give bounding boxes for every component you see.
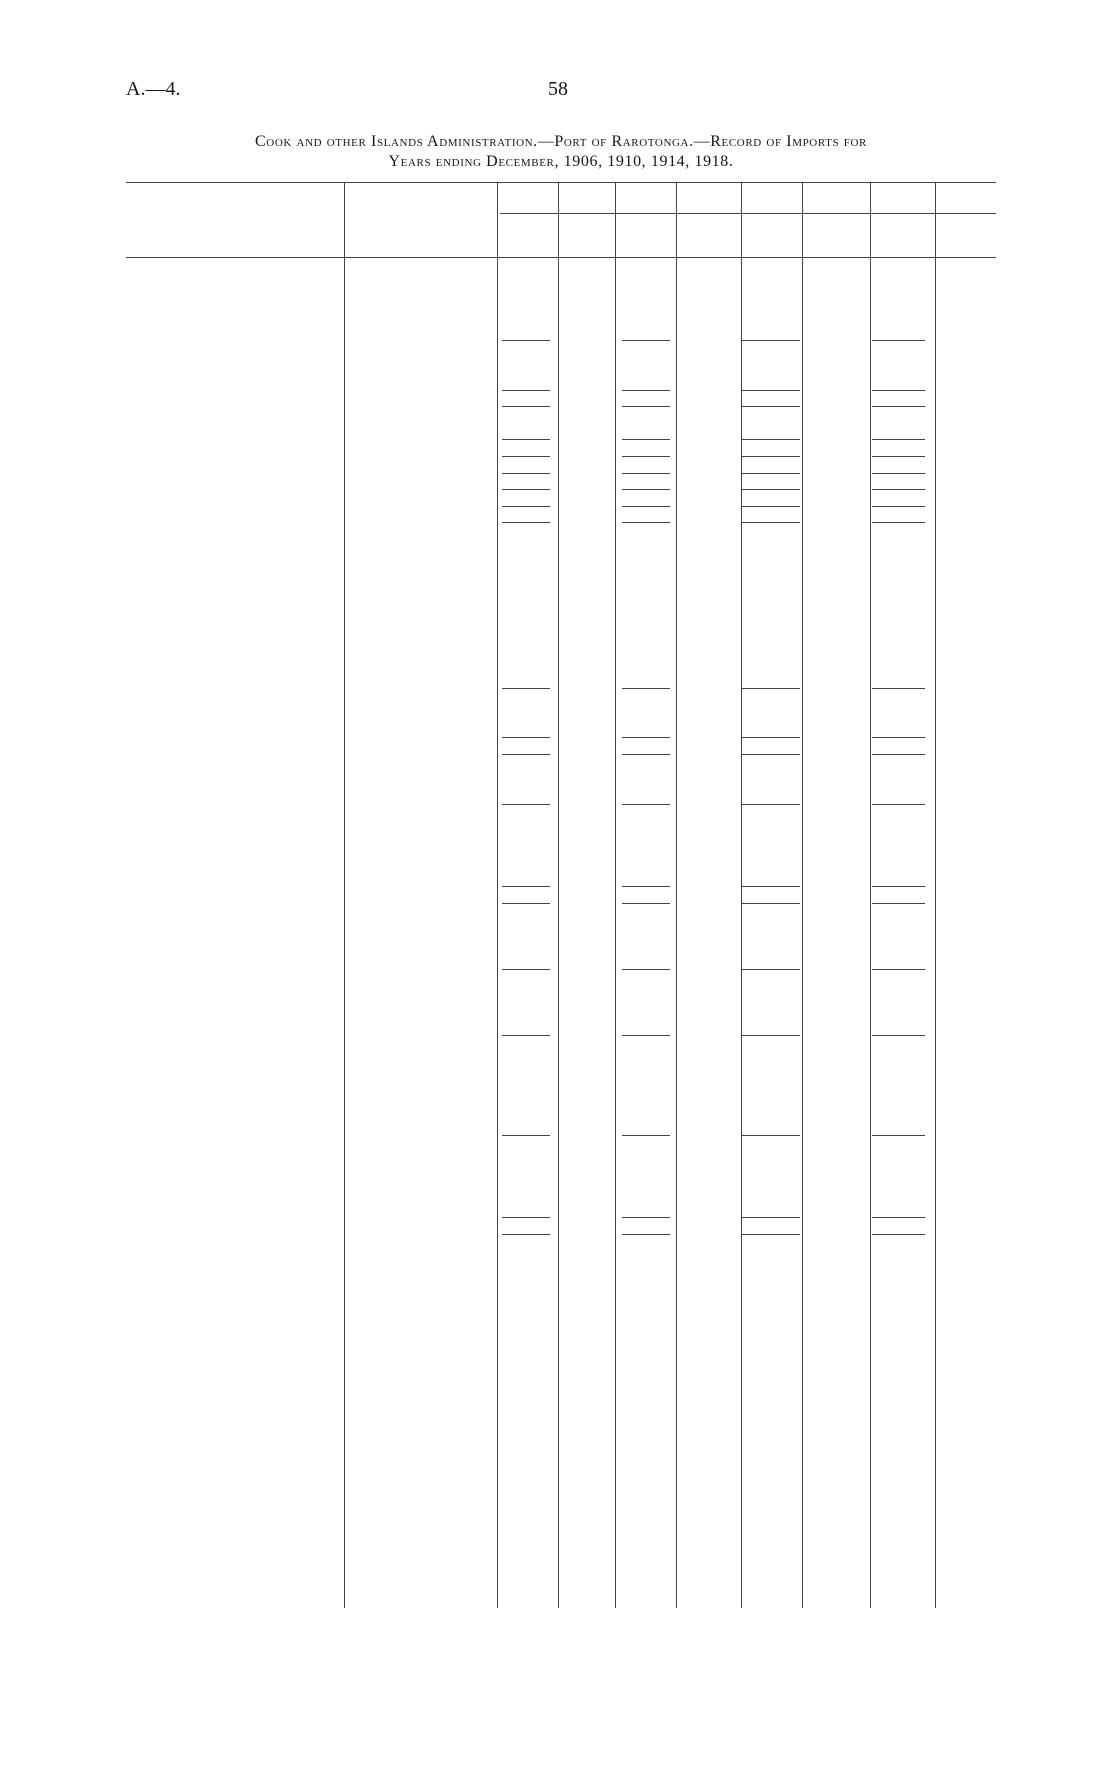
subtotal-rule [742,1135,800,1136]
column-rule [741,182,742,1608]
subtotal-rule [742,390,800,391]
subtotal-rule [622,406,670,407]
subtotal-rule [622,969,670,970]
subtotal-rule [502,1234,550,1235]
subtotal-rule [742,340,800,341]
subtotal-rule [742,1217,800,1218]
subtotal-rule [872,522,925,523]
subtotal-rule [872,903,925,904]
subtotal-rule [622,903,670,904]
table-title-line1: Cook and other Islands Administration.—Port of Rarotonga.—Record of Imports for [255,133,867,150]
subtotal-rule [622,489,670,490]
subtotal-rule [622,390,670,391]
subtotal-rule [872,1135,925,1136]
subtotal-rule [872,754,925,755]
subtotal-rule [742,473,800,474]
column-rule [870,182,871,1608]
subtotal-rule [872,473,925,474]
subtotal-rule [502,754,550,755]
subtotal-rule [502,506,550,507]
subtotal-rule [622,1234,670,1235]
column-rule [615,182,616,1608]
year-rule [500,213,996,214]
subtotal-rule [622,804,670,805]
subtotal-rule [872,506,925,507]
subtotal-rule [872,489,925,490]
subtotal-rule [622,754,670,755]
subtotal-rule [742,1035,800,1036]
subtotal-rule [502,406,550,407]
subtotal-rule [742,903,800,904]
subtotal-rule [872,439,925,440]
subtotal-rule [622,886,670,887]
subtotal-rule [502,340,550,341]
subtotal-rule [622,506,670,507]
subtotal-rule [502,473,550,474]
column-rule [497,182,498,1608]
column-rule [558,182,559,1608]
subtotal-rule [622,688,670,689]
column-rule [344,182,345,1608]
subtotal-rule [502,1035,550,1036]
subtotal-rule [622,1035,670,1036]
subtotal-rule [872,1234,925,1235]
subtotal-rule [502,1217,550,1218]
subtotal-rule [872,688,925,689]
subtotal-rule [742,737,800,738]
subtotal-rule [622,1217,670,1218]
subtotal-rule [502,456,550,457]
subtotal-rule [622,522,670,523]
subtotal-rule [502,969,550,970]
subtotal-rule [742,439,800,440]
subtotal-rule [742,969,800,970]
column-rule [676,182,677,1608]
subtotal-rule [502,688,550,689]
subtotal-rule [502,1135,550,1136]
subtotal-rule [742,489,800,490]
table-title-line2: Years ending December, 1906, 1910, 1914, 1918. [388,153,734,170]
subtotal-rule [742,406,800,407]
subtotal-rule [622,340,670,341]
subtotal-rule [742,522,800,523]
subtotal-rule [872,1035,925,1036]
subtotal-rule [622,473,670,474]
subtotal-rule [742,456,800,457]
subtotal-rule [742,804,800,805]
subtotal-rule [872,406,925,407]
subtotal-rule [622,439,670,440]
subtotal-rule [742,886,800,887]
subtotal-rule [502,903,550,904]
subtotal-rule [502,489,550,490]
subtotal-rule [502,804,550,805]
subtotal-rule [872,390,925,391]
subtotal-rule [872,1217,925,1218]
subtotal-rule [742,506,800,507]
subtotal-rule [872,340,925,341]
subtotal-rule [872,737,925,738]
subtotal-rule [872,804,925,805]
subtotal-rule [502,737,550,738]
subtotal-rule [502,390,550,391]
column-rule [935,182,936,1608]
subtotal-rule [502,439,550,440]
subtotal-rule [622,456,670,457]
subtotal-rule [742,754,800,755]
subtotal-rule [872,969,925,970]
subtotal-rule [742,1234,800,1235]
subtotal-rule [502,522,550,523]
subtotal-rule [872,886,925,887]
subtotal-rule [622,737,670,738]
doc-code: A.—4. [126,78,181,100]
subtotal-rule [742,688,800,689]
page-number: 58 [548,78,568,100]
header-rule-bottom [126,257,996,258]
subtotal-rule [622,1135,670,1136]
header-rule-top [126,182,996,183]
subtotal-rule [502,886,550,887]
column-rule [802,182,803,1608]
subtotal-rule [872,456,925,457]
